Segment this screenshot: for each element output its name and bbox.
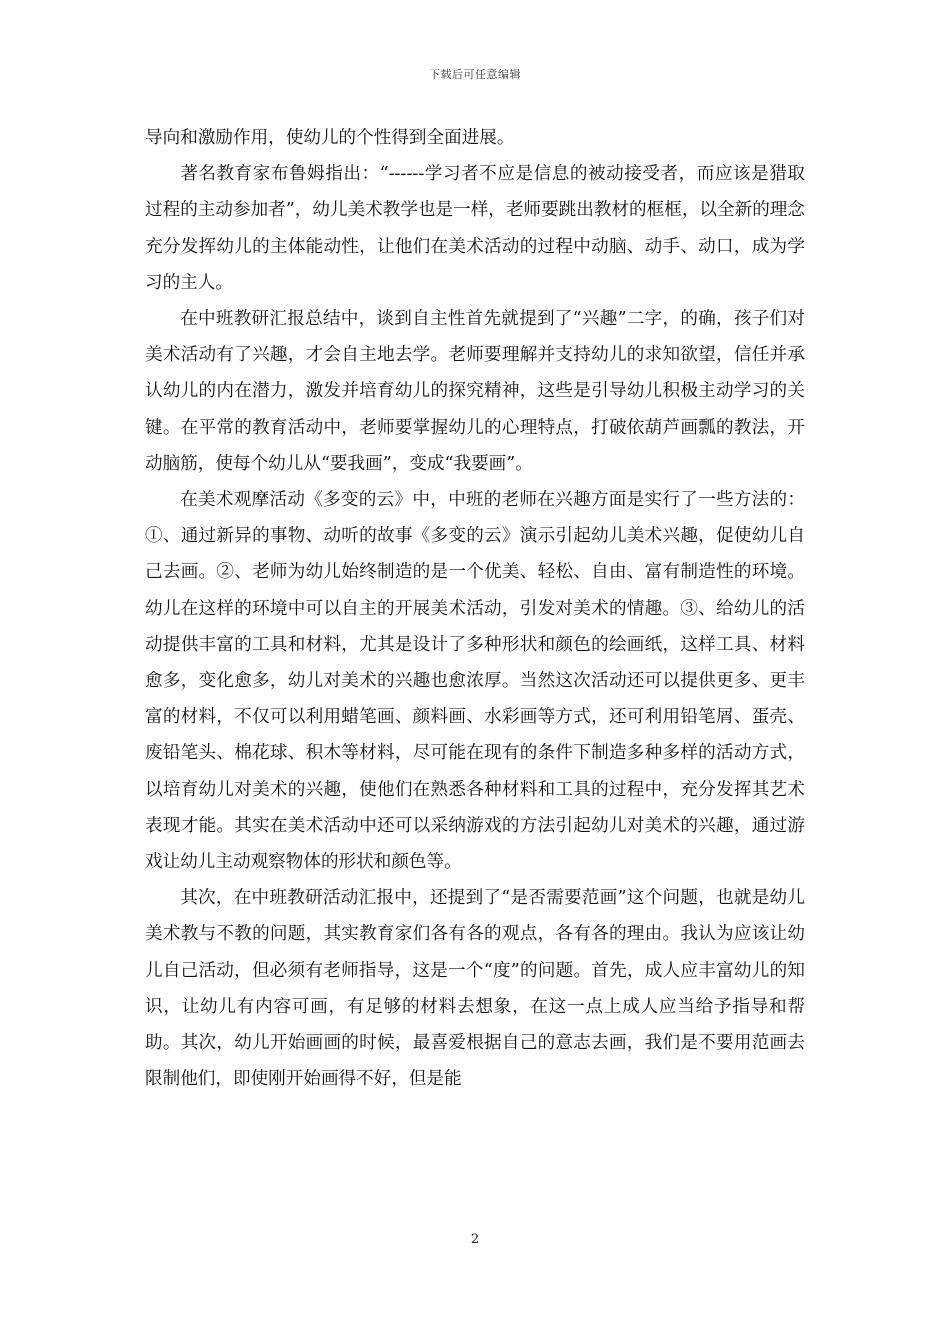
- page-header: 下载后可任意编辑: [429, 68, 521, 81]
- paragraph-bloom-quote: 著名教育家布鲁姆指出：“------学习者不应是信息的被动接受者，而应该是猎取过程的主动参加者”，幼儿美术教学也是一样，老师要跳出教材的框框，以全新的理念充分发挥幼儿的主体能动性，让他们在美术活动的过程中动脑、动手、动口，成为学习的主人。: [145, 164, 805, 293]
- page-number: 2: [470, 1232, 480, 1247]
- paragraph-continuation: 导向和激励作用，使幼儿的个性得到全面进展。: [145, 128, 515, 148]
- paragraph-cloud-activity: 在美术观摩活动《多变的云》中，中班的老师在兴趣方面是实行了一些方法的：①、通过新异的事物、动听的故事《多变的云》演示引起幼儿美术兴趣，促使幼儿自己去画。②、老师为幼儿始终制造的是一个优美、轻松、自由、富有制造性的环境。幼儿在这样的环境中可以自主的开展美术活动，引发对美术的情趣。③、给幼儿的活动提供丰富的工具和材料，尤其是设计了多种形状和颜色的绘画纸，这样工具、材料愈多，变化愈多，幼儿对美术的兴趣也愈浓厚。当然这次活动还可以提供更多、更丰富的材料，不仅可以利用蜡笔画、颜料画、水彩画等方式，还可利用铅笔屑、蛋壳、废铅笔头、棉花球、积木等材料，尽可能在现有的条件下制造多种多样的活动方式，以培育幼儿对美术的兴趣，使他们在熟悉各种材料和工具的过程中，充分发挥其艺术表现才能。其实在美术活动中还可以采纳游戏的方法引起幼儿对美术的兴趣，通过游戏让幼儿主动观察物体的形状和颜色等。: [145, 490, 805, 873]
- document-body: [145, 120, 805, 1097]
- paragraph-interest: 在中班教研汇报总结中，谈到自主性首先就提到了“兴趣”二字，的确，孩子们对美术活动有了兴趣，才会自主地去学。老师要理解并支持幼儿的求知欲望，信任并承认幼儿的内在潜力，激发并培育幼儿的探究精神，这些是引导幼儿积极主动学习的关键。在平常的教育活动中，老师要掌握幼儿的心理特点，打破依葫芦画瓢的教法，开动脑筋，使每个幼儿从“要我画”，变成“我要画”。: [145, 309, 805, 474]
- paragraph-model-drawing: 其次，在中班教研活动汇报中，还提到了“是否需要范画”这个问题，也就是幼儿美术教与不教的问题，其实教育家们各有各的观点，各有各的理由。我认为应该让幼儿自己活动，但必须有老师指导，这是一个“度”的问题。首先，成人应丰富幼儿的知识，让幼儿有内容可画，有足够的材料去想象，在这一点上成人应当给予指导和帮助。其次，幼儿开始画画的时候，最喜爱根据自己的意志去画，我们是不要用范画去限制他们，即使刚开始画得不好，但是能: [145, 888, 805, 1090]
